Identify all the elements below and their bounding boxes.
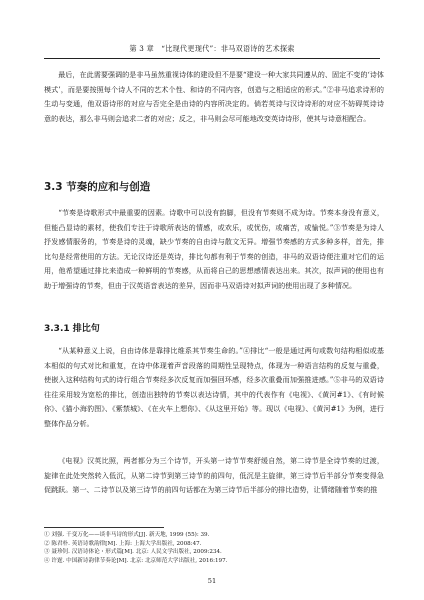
- paragraph-rhythm-intro: “节奏是诗歌形式中最重要的因素。诗歌中可以没有韵脚，但没有节奏则不成为诗。节奏本身没有意义，但能凸显诗的素材，使我们专注于诗歌所表达的情感，或欢乐，或忧伤，或痛苦，或愉悦。”③节奏是为诗人抒发感情服务的，节奏是诗的灵魂，缺少节奏的自由诗与散文无异。增强节奏感的方式多种多样，首先，排比句是经常使用的方法。无论汉诗还是英诗，排比句都有利于节奏的创造，非马的双语诗便注重对它们的运用，他希望通过排比来造成一种鲜明的节奏感，从而将自己的思想感情表达出来。其次，拟声词的使用也有助于增强诗的节奏，但由于汉英语音表达的差异，因而非马双语诗对拟声词的使用出现了多种情况。: [44, 208, 384, 290]
- footnote-divider: [44, 527, 164, 528]
- section-heading: 3.3 节奏的应和与创造: [44, 181, 151, 193]
- footnote-item: ④ 许霆. 中国新诗韵律节奏论[M]. 北京: 北京师范大学出版社, 2016:197.: [44, 558, 228, 565]
- footnote-item: ② 陈君朴. 英语诗歌韵律[M]. 上海: 上海大学出版社, 2008:47.: [44, 540, 202, 547]
- running-header: 第 3 章 “比现代更现代”：非马双语诗的艺术探索: [44, 44, 380, 59]
- paragraph-closing-remark: 最后，在此需要强调的是非马虽然重视诗体的建设但不是要“建设一种大家共同遵从的、固定不变的‘诗体模式’，而是要按照每个诗人不同的艺术个性、和诗的不同内容，创造与之相适应的形式。”②非马追求诗形的生动与变通，他双语诗形的对应与否完全是由诗的内容所决定的。倘若英诗与汉诗诗形的对应不妨碍英诗诗意的表达，那么非马则会追求二者的对应；反之，非马则会尽可能地改变英诗诗形，使其与诗意相配合。: [44, 70, 384, 123]
- footnote-item: ① 刘强. 千变万化——谈非马诗的形式[J]. 新天地, 1999 (55): 39.: [44, 532, 210, 538]
- footnote-list: [44, 531, 384, 566]
- subsection-heading: 3.3.1 排比句: [44, 324, 100, 334]
- page-number: 51: [207, 577, 217, 585]
- paragraph-tv-poem-analysis: 《电视》汉英比照，两者都分为三个诗节，开头第一诗节节奏舒缓自然，第二诗节是全诗节奏的过渡，旋律在此处突然转入低沉，从第二诗节到第三诗节的前四句，低沉是主旋律，第三诗节后半部分节奏变得急促跳跃。第一、二诗节以及第三诗节的前四句话都在为第三诗节后半部分的排比造势，让情绪随着节奏的推: [44, 456, 384, 495]
- footnote-item: ③ 聂珍钊. 汉语诗体论・形式篇[M]. 北京: 人民文学出版社, 2009:234.: [44, 549, 222, 556]
- paragraph-parallelism: “从某种意义上说，自由诗体是靠排比维系其节奏生命的。”④排比“一般是通过两句或数句结构相似或基本相似的句式对比和重复，在诗中体现着声音段落的周期性呈现特点，体现为一种语言结构的反复与重叠，使嵌入这种结构句式的诗行组合节奏经多次反复而加强回环感，经多次重叠而加强推进感。”⑤非马的双语诗往往采用较为宽松的排比，创造出独特的节奏以表达诗情，其中的代表作有《电视》、《黄河#1》、《有时候你》、《猫小海豹图》、《紫禁城》、《在火车上想你》、《从这里开始》等。现以《电视》、《黄河#1》为例，进行整体作品分析。: [44, 346, 384, 428]
